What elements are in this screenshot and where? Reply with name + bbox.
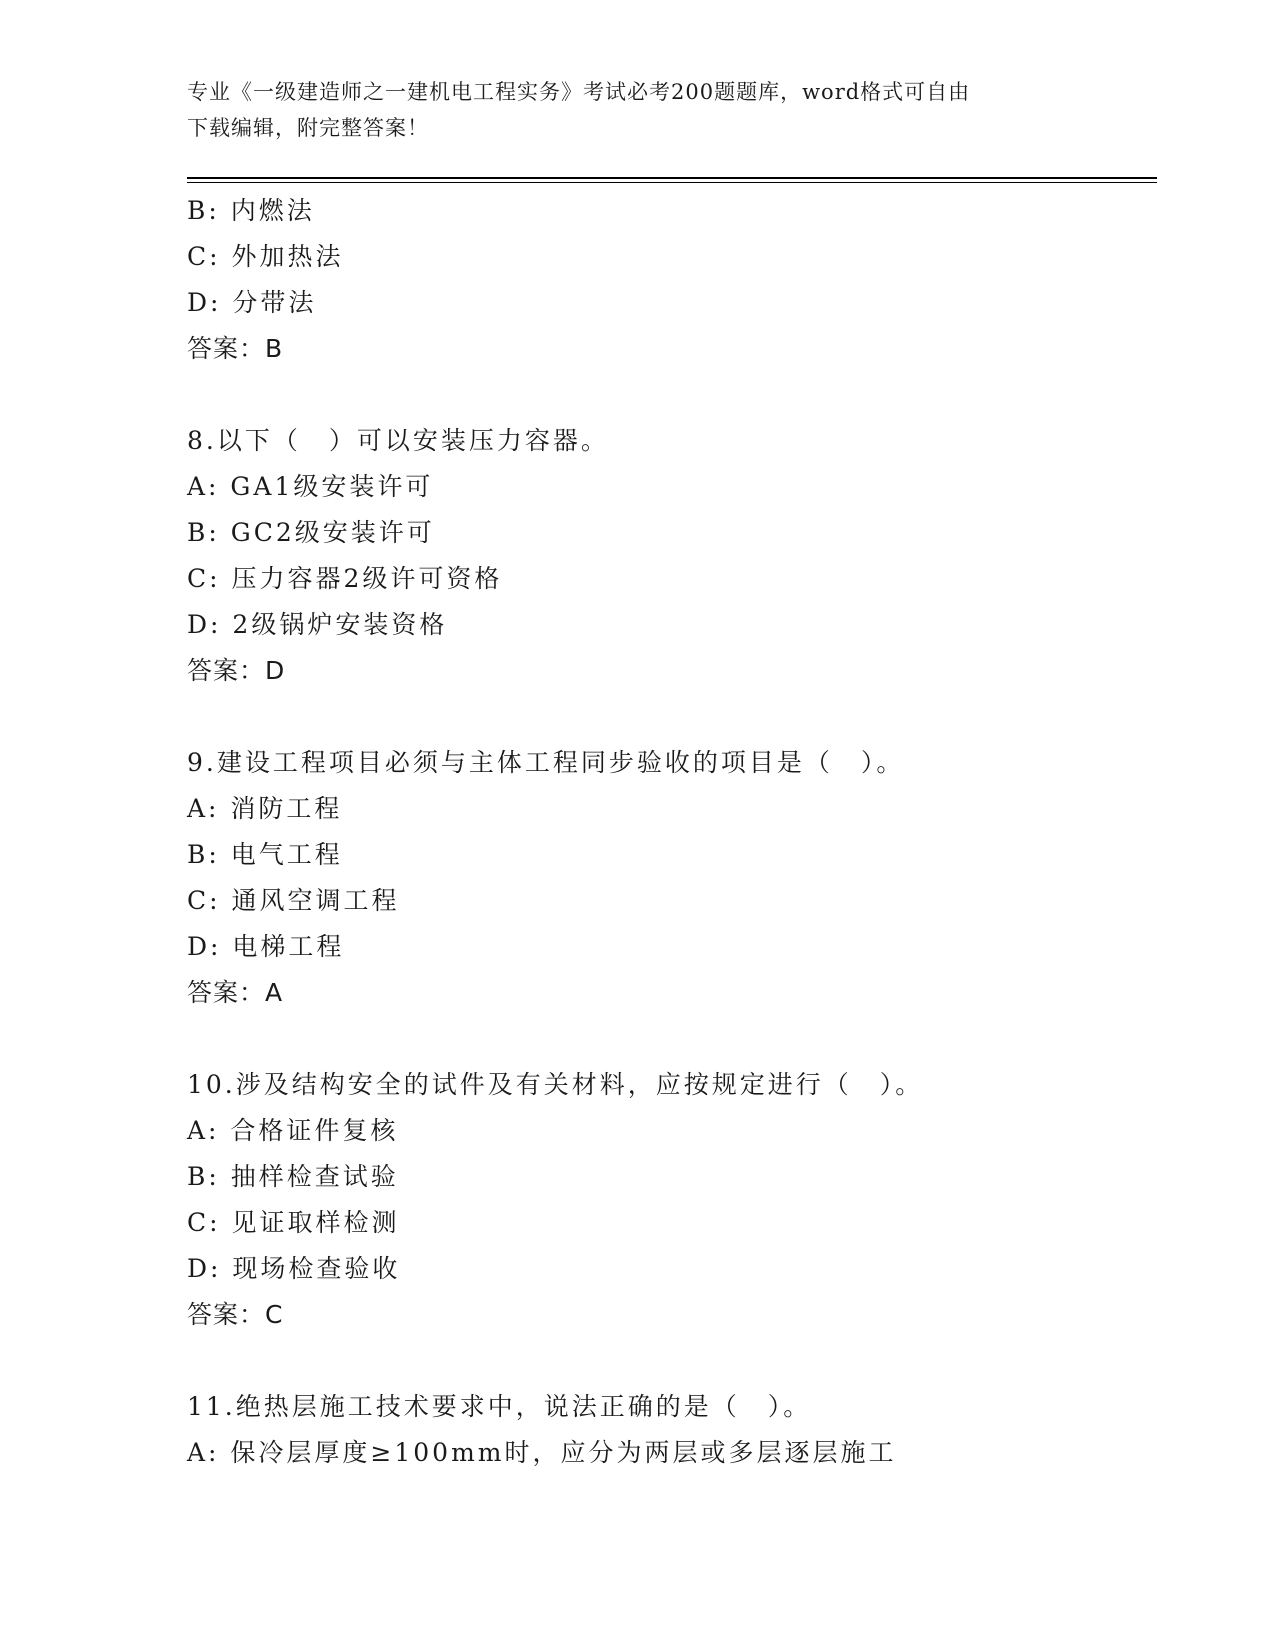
header-line-2: 下载编辑，附完整答案！ [187, 116, 429, 140]
question-8 [187, 418, 1147, 694]
header-divider-thick [187, 177, 1157, 179]
option-c: C: 见证取样检测 [187, 1208, 400, 1237]
option-d: D: 2级锅炉安装资格 [187, 610, 448, 639]
option-c: C: 外加热法 [187, 242, 344, 271]
answer: 答案：B [187, 334, 284, 363]
option-a: A: 保冷层厚度≥100mm时，应分为两层或多层逐层施工 [187, 1438, 897, 1467]
option-c: C: 压力容器2级许可资格 [187, 564, 503, 593]
option-d: D: 分带法 [187, 288, 317, 317]
option-b: B: 内燃法 [187, 196, 315, 225]
option-b: B: 抽样检查试验 [187, 1162, 399, 1191]
option-c: C: 通风空调工程 [187, 886, 400, 915]
question-10 [187, 1062, 1147, 1338]
option-b: B: 电气工程 [187, 840, 343, 869]
question-text: 8.以下（ ）可以安装压力容器。 [187, 426, 609, 455]
header-line-1: 专业《一级建造师之一建机电工程实务》考试必考200题题库，word格式可自由 [187, 80, 971, 104]
option-d: D: 现场检查验收 [187, 1254, 401, 1283]
question-text: 11.绝热层施工技术要求中，说法正确的是（ ）。 [187, 1392, 812, 1421]
option-a: A: GA1级安装许可 [187, 472, 434, 501]
answer: 答案：A [187, 978, 284, 1007]
option-d: D: 电梯工程 [187, 932, 345, 961]
question-text: 10.涉及结构安全的试件及有关材料，应按规定进行（ ）。 [187, 1070, 924, 1099]
document-header [187, 74, 1067, 146]
answer: 答案：D [187, 656, 286, 685]
question-text: 9.建设工程项目必须与主体工程同步验收的项目是（ ）。 [187, 748, 905, 777]
option-b: B: GC2级安装许可 [187, 518, 435, 547]
option-a: A: 合格证件复核 [187, 1116, 399, 1145]
question-11 [187, 1384, 1147, 1476]
question-list [187, 188, 1147, 1476]
header-divider-thin [187, 182, 1157, 183]
option-a: A: 消防工程 [187, 794, 343, 823]
question-7-continued [187, 188, 1147, 372]
question-9 [187, 740, 1147, 1016]
answer: 答案：C [187, 1300, 284, 1329]
